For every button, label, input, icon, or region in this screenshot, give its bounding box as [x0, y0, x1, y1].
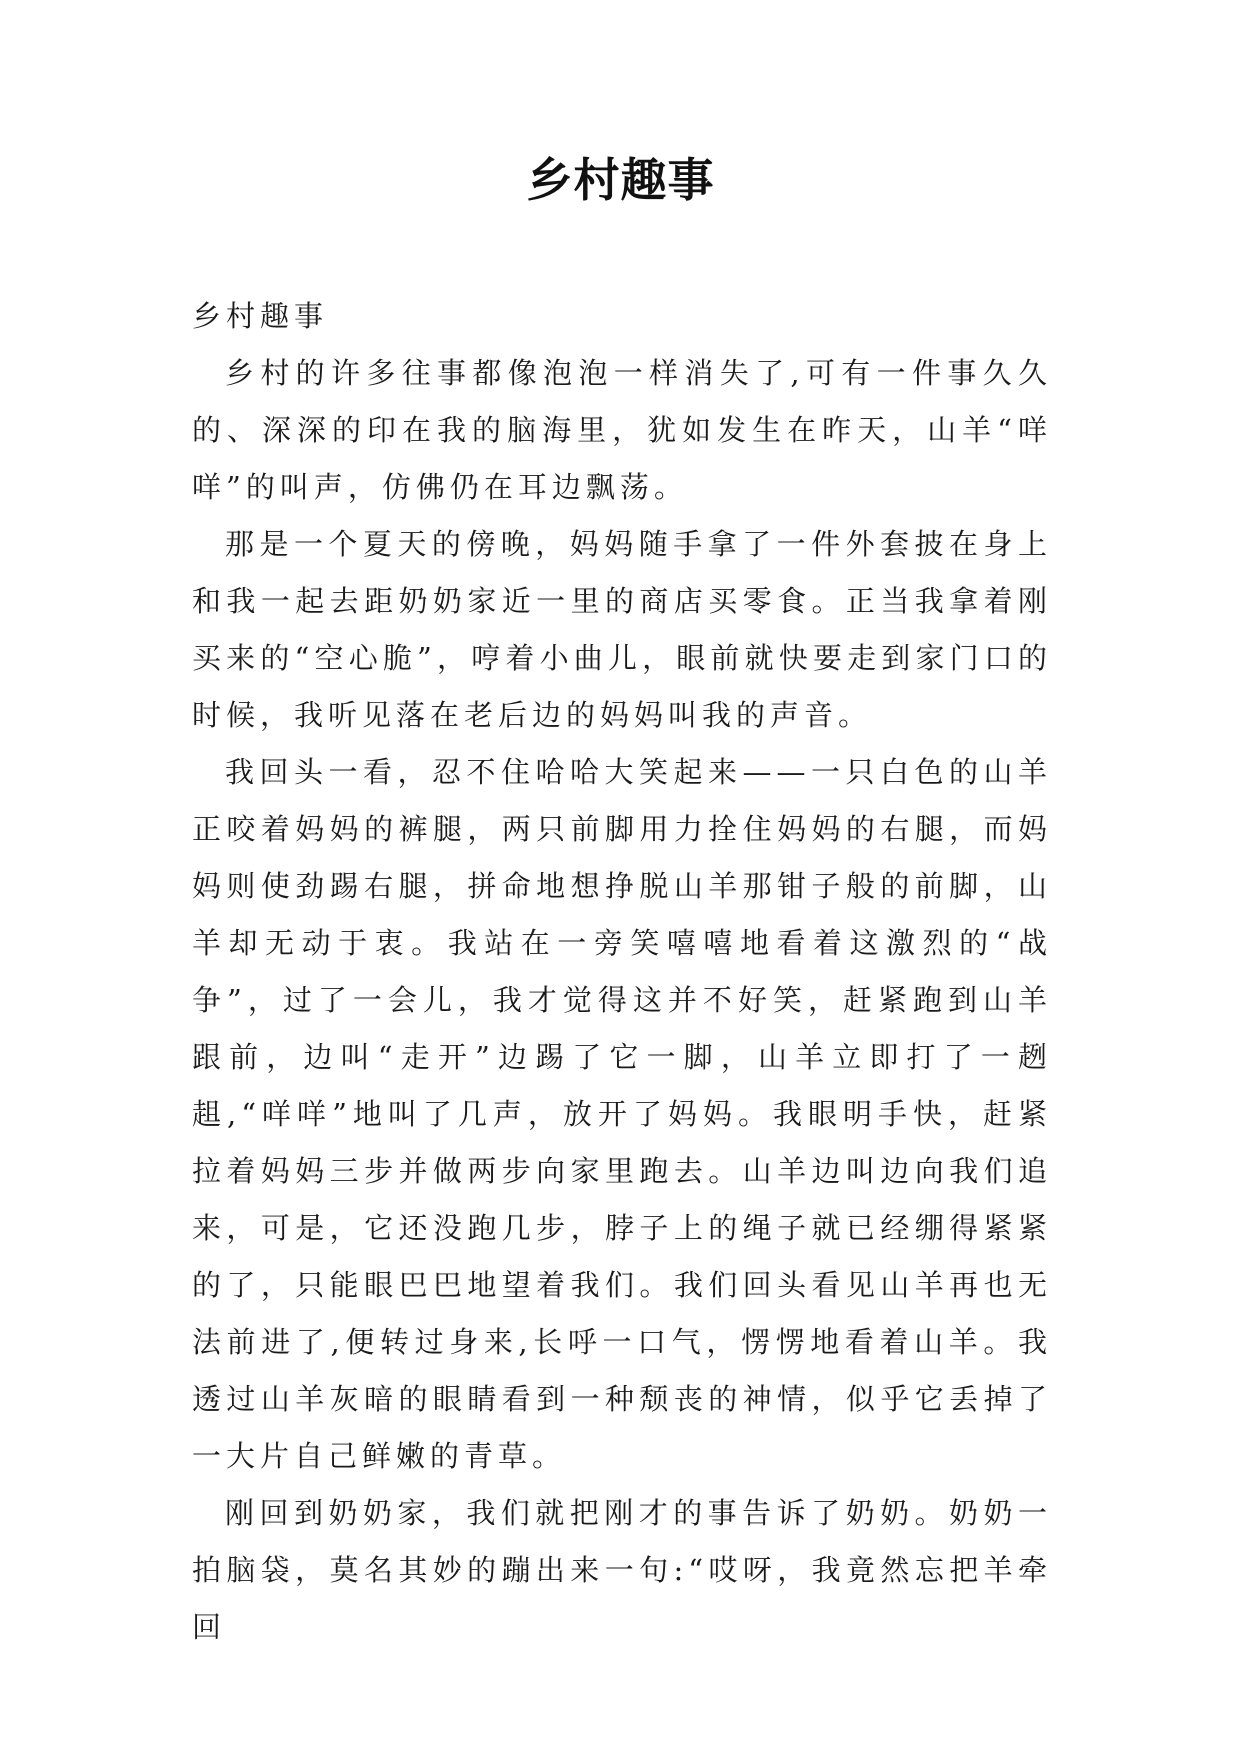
document-title: 乡村趣事 — [526, 153, 715, 207]
paragraph-4: 刚回到奶奶家，我们就把刚才的事告诉了奶奶。奶奶一拍脑袋，莫名其妙的蹦出来一句:“哎呀，我竟然忘把羊牵回 — [192, 1496, 1052, 1644]
document-subtitle: 乡村趣事 — [192, 299, 329, 333]
paragraph-3: 我回头一看，忍不住哈哈大笑起来——一只白色的山羊正咬着妈妈的裤腿，两只前脚用力拴住妈妈的右腿，而妈妈则使劲踢右腿，拼命地想挣脱山羊那钳子般的前脚，山羊却无动于衷。我站在一旁笑嘻嘻地看着这激烈的“战争”，过了一会儿，我才觉得这并不好笑，赶紧跑到山羊跟前，边叫“走开”边踢了它一脚，山羊立即打了一趔趄,“咩咩”地叫了几声，放开了妈妈。我眼明手快，赶紧拉着妈妈三步并做两步向家里跑去。山羊边叫边向我们追来，可是，它还没跑几步，脖子上的绳子就已经绷得紧紧的了，只能眼巴巴地望着我们。我们回头看见山羊再也无法前进了,便转过身来,长呼一口气，愣愣地看着山羊。我透过山羊灰暗的眼睛看到一种颓丧的神情，似乎它丢掉了一大片自己鲜嫩的青草。 — [192, 755, 1052, 1473]
paragraph-1: 乡村的许多往事都像泡泡一样消失了,可有一件事久久的、深深的印在我的脑海里，犹如发生在昨天，山羊“咩咩”的叫声，仿佛仍在耳边飘荡。 — [192, 356, 1052, 504]
document-body — [192, 288, 1052, 1656]
paragraph-2: 那是一个夏天的傍晚，妈妈随手拿了一件外套披在身上和我一起去距奶奶家近一里的商店买零食。正当我拿着刚买来的“空心脆”，哼着小曲儿，眼前就快要走到家门口的时候，我听见落在老后边的妈妈叫我的声音。 — [192, 527, 1052, 732]
